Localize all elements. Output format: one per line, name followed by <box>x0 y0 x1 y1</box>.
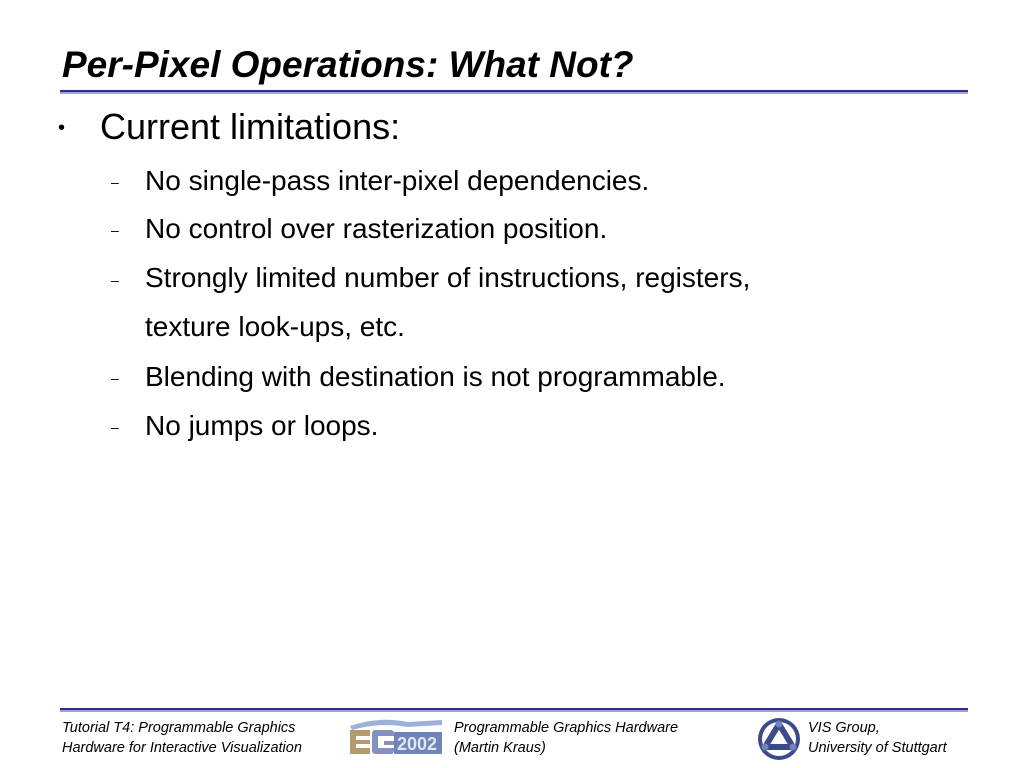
bullet-text: Current limitations: <box>100 106 401 147</box>
bullet-marker: • <box>58 117 66 139</box>
footer-center-line2: (Martin Kraus) <box>454 740 546 756</box>
list-item-text: Strongly limited number of instructions, registers, <box>145 262 751 293</box>
footer-left-line1: Tutorial T4: Programmable Graphics <box>62 720 296 736</box>
list-item-text: No jumps or loops. <box>145 410 379 441</box>
list-item-text-continued: texture look-ups, etc. <box>145 311 405 342</box>
dash-marker: – <box>111 370 119 386</box>
footer-right-line2: University of Stuttgart <box>808 740 947 756</box>
vis-group-logo-icon <box>756 716 802 767</box>
list-item-text: No control over rasterization position. <box>145 213 608 244</box>
footer-right-line1: VIS Group, <box>808 720 880 736</box>
dash-marker: – <box>111 419 119 435</box>
slide-title: Per-Pixel Operations: What Not? <box>62 44 634 85</box>
dash-marker: – <box>111 222 119 238</box>
eg2002-logo-icon <box>348 716 444 763</box>
footer-center-line1: Programmable Graphics Hardware <box>454 720 679 736</box>
svg-text:2002: 2002 <box>397 734 438 754</box>
dash-marker: – <box>111 272 119 288</box>
title-divider <box>60 90 968 94</box>
list-item-text: No single-pass inter-pixel dependencies. <box>145 165 650 196</box>
list-item-text: Blending with destination is not programmable. <box>145 361 726 392</box>
dash-marker: – <box>111 174 119 190</box>
footer-left-line2: Hardware for Interactive Visualization <box>62 740 302 756</box>
footer-divider <box>60 708 968 712</box>
